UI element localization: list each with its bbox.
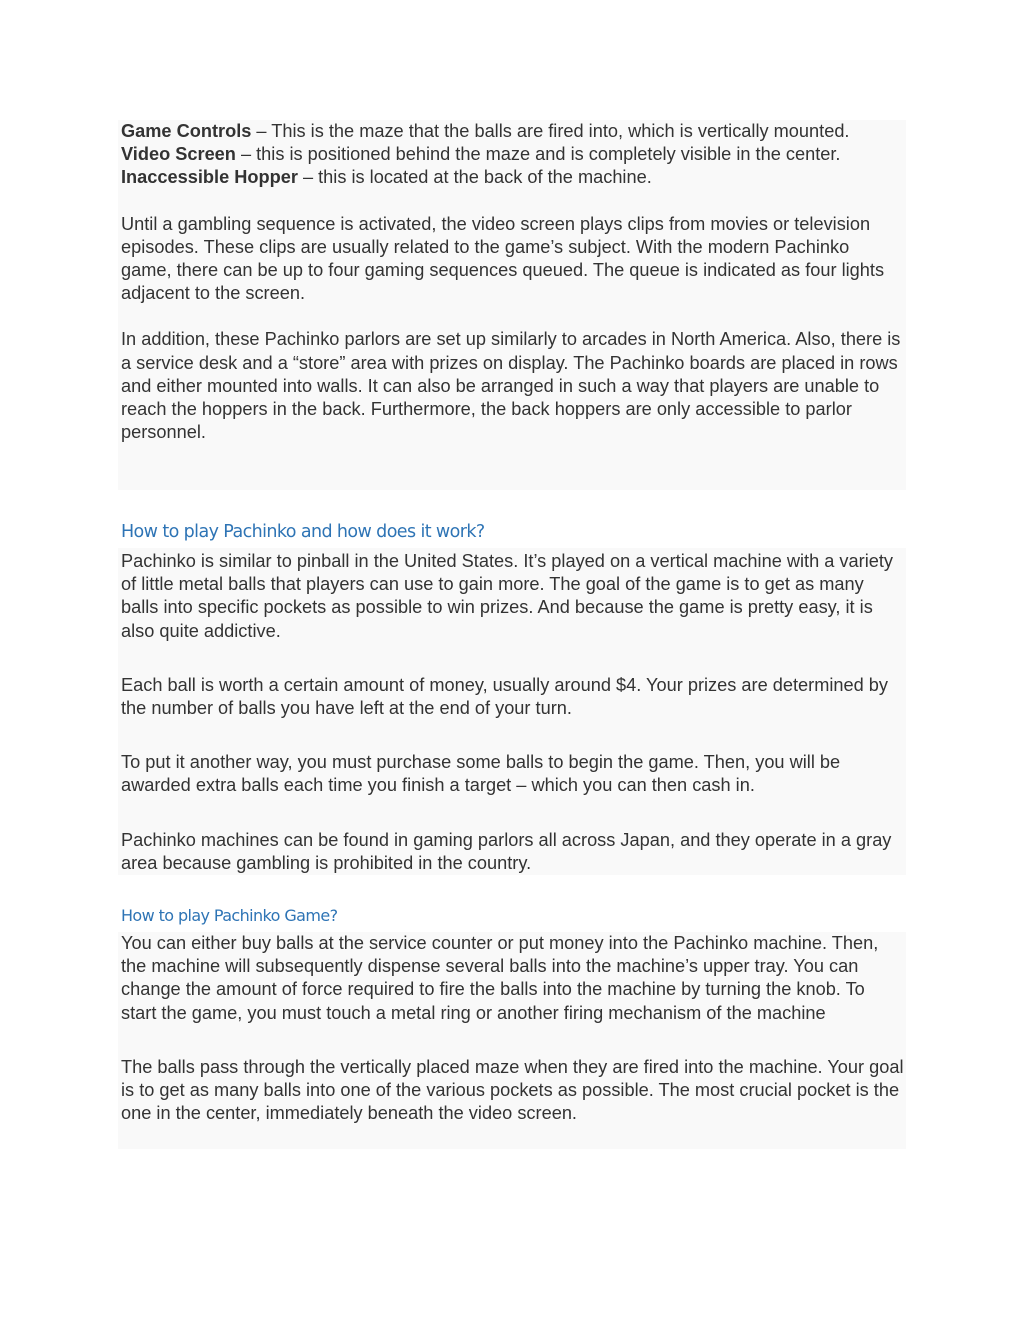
term-label: Video Screen — [121, 144, 236, 165]
how-to-play-block — [118, 932, 906, 1149]
term-label: Game Controls — [121, 121, 252, 141]
definition-text: – this is located at the back of the machine. — [297, 167, 652, 188]
definition-text: – This is the maze that the balls are fired into, which is vertically mounted. — [251, 121, 850, 141]
definition-game-controls — [121, 120, 904, 143]
section-heading-how-it-works: How to play Pachinko and how does it work? — [121, 522, 485, 542]
paragraph-purchase-balls: To put it another way, you must purchase some balls to begin the game. Then, you will be awarded extra balls each time you finish a target – which you can then cash in. — [121, 752, 841, 796]
paragraph-gap — [121, 1025, 904, 1056]
paragraph-video-clips: Until a gambling sequence is activated, the video screen plays clips from movies or television episodes. These clips are usually related to the game’s subject. With the modern Pachinko game, there can be up to four gaming sequences queued. The queue is indicated as four lights adjacent to the screen. — [121, 213, 885, 304]
paragraph-maze: The balls pass through the vertically placed maze when they are fired into the machine. Your goal is to get as many balls into one of the various pockets as possible. The most crucial pocket is the one in the center, immediately beneath the video screen. — [121, 1056, 904, 1124]
paragraph-gap — [121, 190, 904, 213]
paragraph-parlors: In addition, these Pachinko parlors are set up similarly to arcades in North America. Also, there is a service desk and a “store” area with prizes on display. The Pachinko boards are placed in rows and either mounted into walls. It can also be arranged in such a way that players are unable to reach the hoppers in the back. Furthermore, the back hoppers are only accessible to parlor personnel. — [121, 329, 901, 443]
paragraph-gap — [121, 720, 904, 751]
how-it-works-block — [118, 548, 906, 875]
section-heading-how-to-play: How to play Pachinko Game? — [121, 906, 338, 925]
definition-video-screen — [121, 143, 904, 166]
definition-inaccessible-hopper — [121, 166, 904, 189]
term-label: Inaccessible Hopper — [121, 167, 298, 188]
paragraph-gray-area: Pachinko machines can be found in gaming parlors all across Japan, and they operate in a gray area because gambling is prohibited in the country. — [121, 829, 892, 873]
paragraph-gap — [121, 798, 904, 829]
paragraph-pinball: Pachinko is similar to pinball in the United States. It’s played on a vertical machine with a variety of little metal balls that players can use to gain more. The goal of the game is to get as many balls into specific pockets as possible to win prizes. And because the game is pretty easy, it is also quite addictive. — [121, 551, 894, 641]
definition-text: – this is positioned behind the maze and is completely visible in the center. — [235, 144, 841, 165]
paragraph-ball-worth: Each ball is worth a certain amount of money, usually around $4. Your prizes are determined by the number of balls you have left at the end of your turn. — [121, 674, 888, 719]
paragraph-gap — [121, 305, 904, 328]
paragraph-buy-balls: You can either buy balls at the service counter or put money into the Pachinko machine. Then, the machine will subsequently dispense several balls into the machine’s upper tray. You can change the amount of force required to fire the balls into the machine by turning the knob. To start the game, you must touch a metal ring or another firing mechanism of the machine — [121, 933, 879, 1023]
paragraph-gap — [121, 643, 904, 674]
components-block — [118, 120, 906, 490]
